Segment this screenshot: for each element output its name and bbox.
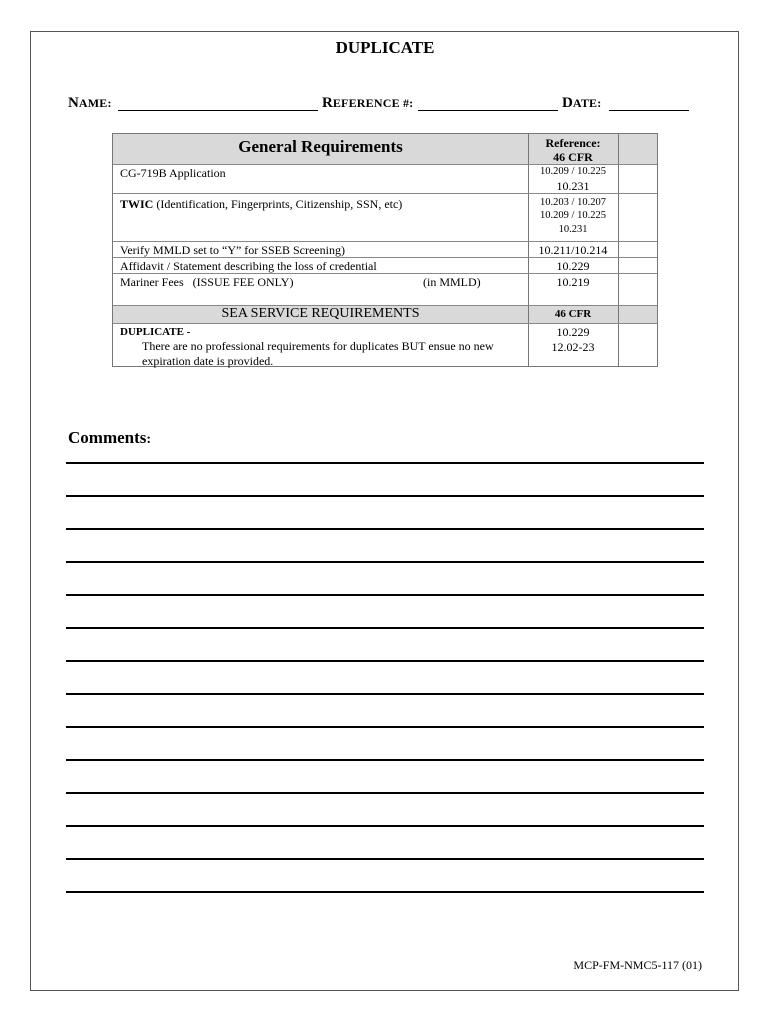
comment-line[interactable] [66, 462, 704, 464]
form-number: MCP-FM-NMC5-117 (01) [573, 958, 702, 972]
reference-value: 10.209 / 10.225 [540, 210, 606, 221]
comment-line[interactable] [66, 792, 704, 794]
comment-line[interactable] [66, 627, 704, 629]
requirement-verify-mmld: Verify MMLD set to “Y” for SSEB Screening) [120, 243, 345, 257]
reference-value: 12.02-23 [551, 340, 595, 354]
reference-value: 10.231 [556, 179, 590, 193]
row-divider [113, 273, 657, 274]
column-divider [618, 134, 619, 366]
requirements-table [112, 133, 658, 367]
date-label: DATE: [562, 95, 602, 111]
reference-value: 10.209 / 10.225 [540, 166, 606, 177]
reference-field[interactable] [418, 110, 558, 111]
reference-header-cfr: 46 CFR [553, 150, 593, 164]
reference-header: Reference: [545, 136, 601, 150]
requirement-mariner-fees: Mariner Fees (ISSUE FEE ONLY) [120, 275, 294, 289]
page-title: DUPLICATE [335, 38, 435, 57]
row-divider [113, 323, 657, 324]
comment-line[interactable] [66, 726, 704, 728]
row-divider [113, 193, 657, 194]
requirement-application: CG-719B Application [120, 166, 226, 180]
row-divider [113, 257, 657, 258]
comment-line[interactable] [66, 495, 704, 497]
comments-label: Comments: [68, 428, 152, 447]
row-divider [113, 241, 657, 242]
reference-value: 10.229 [556, 325, 590, 339]
date-field[interactable] [609, 110, 689, 111]
comment-line[interactable] [66, 858, 704, 860]
reference-value: 10.231 [558, 224, 588, 235]
comment-line[interactable] [66, 528, 704, 530]
duplicate-label: DUPLICATE - [120, 326, 191, 338]
reference-value: 10.219 [556, 275, 590, 289]
duplicate-text: There are no professional requirements for duplicates BUT ensue no new [142, 339, 494, 353]
comment-line[interactable] [66, 594, 704, 596]
duplicate-text: expiration date is provided. [142, 354, 274, 368]
sea-reference-header: 46 CFR [554, 308, 592, 320]
reference-label: REFERENCE #: [322, 95, 414, 111]
reference-value: 10.211/10.214 [538, 243, 608, 257]
reference-value: 10.203 / 10.207 [540, 197, 606, 208]
comment-line[interactable] [66, 759, 704, 761]
comment-line[interactable] [66, 660, 704, 662]
requirement-twic: TWIC (Identification, Fingerprints, Citizenship, SSN, etc) [120, 197, 403, 211]
comment-line[interactable] [66, 825, 704, 827]
sea-service-title: SEA SERVICE REQUIREMENTS [221, 306, 420, 321]
comment-line[interactable] [66, 693, 704, 695]
reference-value: 10.229 [556, 259, 590, 273]
name-label: NAME: [68, 95, 112, 111]
comment-line[interactable] [66, 891, 704, 893]
requirement-mariner-fees-note: (in MMLD) [423, 275, 481, 289]
general-requirements-title: General Requirements [238, 137, 403, 156]
name-field[interactable] [118, 110, 318, 111]
requirement-affidavit: Affidavit / Statement describing the loss of credential [120, 259, 377, 273]
comment-line[interactable] [66, 561, 704, 563]
